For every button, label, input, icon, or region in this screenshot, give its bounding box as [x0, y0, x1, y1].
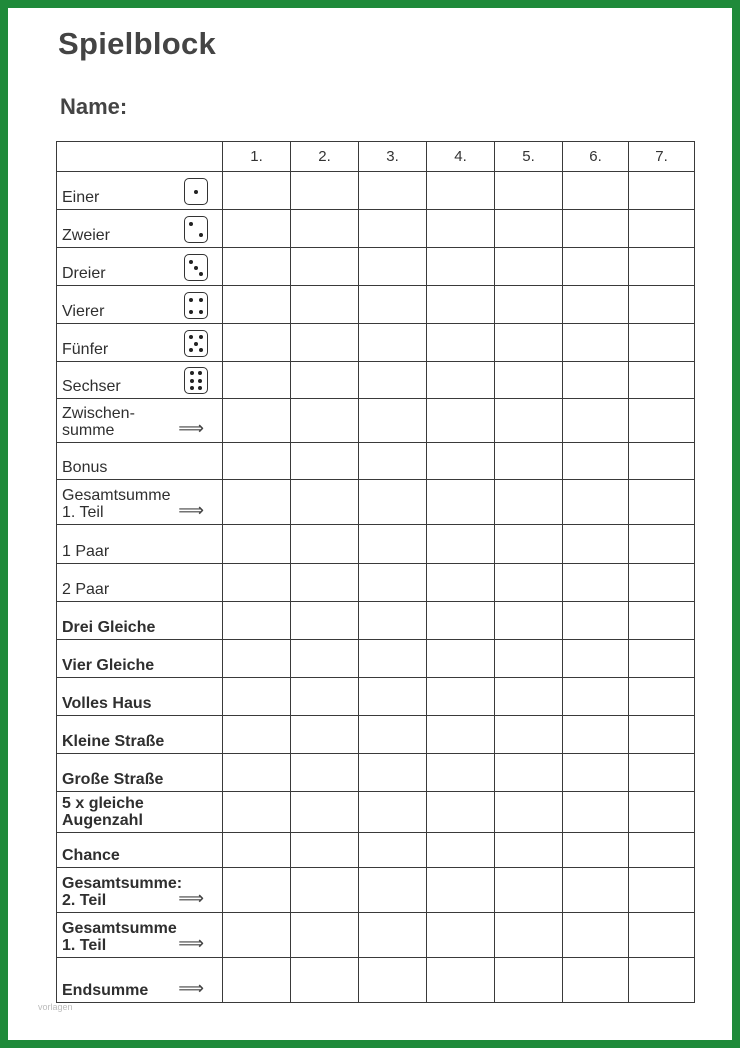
- score-cell[interactable]: [563, 868, 629, 913]
- score-cell[interactable]: [223, 754, 291, 792]
- table-row: [57, 324, 695, 362]
- score-cell[interactable]: [563, 248, 629, 286]
- score-cell[interactable]: [629, 640, 695, 678]
- right-arrow-icon: ⟹: [178, 888, 204, 908]
- score-cell[interactable]: [629, 172, 695, 210]
- row-label: Gesamtsumme 1. Teil: [62, 487, 171, 521]
- score-cell[interactable]: [359, 443, 427, 480]
- score-cell[interactable]: [427, 833, 495, 868]
- name-label: Name:: [60, 94, 128, 119]
- score-cell[interactable]: [291, 172, 359, 210]
- row-label: Endsumme: [62, 982, 149, 999]
- table-row: [57, 958, 695, 1003]
- die-pip: [199, 310, 203, 314]
- die-pip: [198, 379, 202, 383]
- row-label-cell: [57, 564, 223, 602]
- score-cell[interactable]: [427, 362, 495, 399]
- score-cell[interactable]: [359, 716, 427, 754]
- score-cell[interactable]: [629, 362, 695, 399]
- score-cell[interactable]: [563, 602, 629, 640]
- right-arrow-icon: ⟹: [178, 978, 204, 998]
- score-cell[interactable]: [427, 678, 495, 716]
- row-label-cell: [57, 362, 223, 399]
- row-label: Drei Gleiche: [62, 619, 156, 636]
- die-face-6-icon: [184, 367, 208, 394]
- score-cell[interactable]: [629, 678, 695, 716]
- row-label-cell: [57, 678, 223, 716]
- score-cell[interactable]: [495, 716, 563, 754]
- table-row: [57, 443, 695, 480]
- score-cell[interactable]: [495, 564, 563, 602]
- score-cell[interactable]: [427, 913, 495, 958]
- score-cell[interactable]: [495, 172, 563, 210]
- score-cell[interactable]: [359, 868, 427, 913]
- row-label: Große Straße: [62, 771, 164, 788]
- score-cell[interactable]: [223, 602, 291, 640]
- score-cell[interactable]: [495, 443, 563, 480]
- score-cell[interactable]: [359, 640, 427, 678]
- score-cell[interactable]: [359, 833, 427, 868]
- die-pip: [199, 298, 203, 302]
- column-header: 7.: [629, 142, 695, 172]
- row-label: Volles Haus: [62, 695, 152, 712]
- row-label: Fünfer: [62, 341, 109, 358]
- score-cell[interactable]: [291, 399, 359, 443]
- score-cell[interactable]: [563, 913, 629, 958]
- table-row: [57, 913, 695, 958]
- score-cell[interactable]: [629, 958, 695, 1003]
- column-header: 1.: [223, 142, 291, 172]
- score-cell[interactable]: [291, 362, 359, 399]
- score-cell[interactable]: [563, 324, 629, 362]
- table-row: [57, 525, 695, 564]
- die-pip: [189, 260, 193, 264]
- table-row: [57, 172, 695, 210]
- score-cell[interactable]: [563, 480, 629, 525]
- watermark: vorlagen: [38, 1002, 73, 1012]
- score-cell[interactable]: [223, 525, 291, 564]
- score-cell[interactable]: [427, 525, 495, 564]
- score-cell[interactable]: [223, 248, 291, 286]
- score-cell[interactable]: [291, 754, 359, 792]
- row-label-cell: [57, 792, 223, 833]
- die-face-1-icon: [184, 178, 208, 205]
- score-cell[interactable]: [359, 480, 427, 525]
- score-cell[interactable]: [291, 525, 359, 564]
- score-cell[interactable]: [495, 640, 563, 678]
- die-pip: [199, 272, 203, 276]
- column-header: 2.: [291, 142, 359, 172]
- die-pip: [189, 222, 193, 226]
- score-cell[interactable]: [223, 678, 291, 716]
- score-cell[interactable]: [359, 678, 427, 716]
- score-cell[interactable]: [563, 564, 629, 602]
- score-cell[interactable]: [629, 564, 695, 602]
- score-cell[interactable]: [563, 792, 629, 833]
- score-cell[interactable]: [427, 480, 495, 525]
- score-cell[interactable]: [563, 525, 629, 564]
- row-label-cell: [57, 324, 223, 362]
- table-row: [57, 640, 695, 678]
- score-cell[interactable]: [629, 443, 695, 480]
- column-header: 6.: [563, 142, 629, 172]
- score-cell[interactable]: [291, 868, 359, 913]
- score-cell[interactable]: [223, 480, 291, 525]
- score-cell[interactable]: [495, 399, 563, 443]
- table-row: [57, 362, 695, 399]
- row-label: Vierer: [62, 303, 105, 320]
- die-pip: [198, 371, 202, 375]
- score-cell[interactable]: [563, 210, 629, 248]
- score-cell[interactable]: [427, 868, 495, 913]
- row-label: Dreier: [62, 265, 106, 282]
- row-label: Sechser: [62, 378, 121, 395]
- score-cell[interactable]: [563, 172, 629, 210]
- score-cell[interactable]: [427, 443, 495, 480]
- score-cell[interactable]: [359, 792, 427, 833]
- table-row: [57, 399, 695, 443]
- table-row: [57, 868, 695, 913]
- score-cell[interactable]: [291, 640, 359, 678]
- score-cell[interactable]: [629, 716, 695, 754]
- die-pip: [189, 348, 193, 352]
- score-cell[interactable]: [427, 210, 495, 248]
- row-label: Chance: [62, 847, 120, 864]
- score-cell[interactable]: [495, 678, 563, 716]
- score-cell[interactable]: [495, 913, 563, 958]
- right-arrow-icon: ⟹: [178, 500, 204, 520]
- die-face-4-icon: [184, 292, 208, 319]
- score-cell[interactable]: [563, 754, 629, 792]
- row-label-cell: [57, 868, 223, 913]
- page-title: Spielblock: [58, 26, 217, 61]
- score-cell[interactable]: [223, 210, 291, 248]
- score-cell[interactable]: [629, 792, 695, 833]
- die-pip: [194, 190, 198, 194]
- row-label-cell: [57, 286, 223, 324]
- die-pip: [190, 379, 194, 383]
- score-cell[interactable]: [495, 868, 563, 913]
- header-row: [57, 142, 695, 172]
- score-cell[interactable]: [223, 716, 291, 754]
- table-row: [57, 678, 695, 716]
- table-row: [57, 754, 695, 792]
- score-cell[interactable]: [223, 868, 291, 913]
- score-cell[interactable]: [359, 913, 427, 958]
- score-cell[interactable]: [291, 716, 359, 754]
- score-cell[interactable]: [563, 362, 629, 399]
- row-label-cell: [57, 833, 223, 868]
- row-label-cell: [57, 248, 223, 286]
- score-cell[interactable]: [629, 833, 695, 868]
- row-label-cell: [57, 480, 223, 525]
- row-label-cell: [57, 443, 223, 480]
- score-cell[interactable]: [629, 480, 695, 525]
- row-label: Einer: [62, 189, 100, 206]
- score-cell[interactable]: [629, 399, 695, 443]
- score-cell[interactable]: [291, 833, 359, 868]
- score-cell[interactable]: [223, 833, 291, 868]
- table-row: [57, 286, 695, 324]
- right-arrow-icon: ⟹: [178, 933, 204, 953]
- score-cell[interactable]: [495, 754, 563, 792]
- row-label: 1 Paar: [62, 543, 110, 560]
- score-cell[interactable]: [427, 754, 495, 792]
- die-pip: [190, 371, 194, 375]
- score-cell[interactable]: [629, 248, 695, 286]
- score-cell[interactable]: [223, 443, 291, 480]
- die-pip: [189, 298, 193, 302]
- right-arrow-icon: ⟹: [178, 418, 204, 438]
- row-label-cell: [57, 754, 223, 792]
- table-row: [57, 564, 695, 602]
- row-label: Gesamtsumme: 2. Teil: [62, 875, 183, 909]
- row-label: Kleine Straße: [62, 733, 165, 750]
- score-cell[interactable]: [427, 564, 495, 602]
- row-label-cell: [57, 399, 223, 443]
- score-cell[interactable]: [427, 248, 495, 286]
- die-face-2-icon: [184, 216, 208, 243]
- score-cell[interactable]: [563, 399, 629, 443]
- die-face-3-icon: [184, 254, 208, 281]
- score-cell[interactable]: [291, 210, 359, 248]
- column-header: 5.: [495, 142, 563, 172]
- score-cell[interactable]: [495, 362, 563, 399]
- score-cell[interactable]: [629, 210, 695, 248]
- score-cell[interactable]: [495, 602, 563, 640]
- score-cell[interactable]: [359, 754, 427, 792]
- score-cell[interactable]: [427, 792, 495, 833]
- row-label: Zweier: [62, 227, 111, 244]
- score-cell[interactable]: [223, 640, 291, 678]
- die-pip: [189, 335, 193, 339]
- die-pip: [194, 342, 198, 346]
- row-label: Gesamtsumme 1. Teil: [62, 920, 177, 954]
- row-label-cell: [57, 913, 223, 958]
- score-cell[interactable]: [563, 286, 629, 324]
- score-cell[interactable]: [291, 678, 359, 716]
- score-cell[interactable]: [223, 958, 291, 1003]
- score-cell[interactable]: [359, 248, 427, 286]
- score-cell[interactable]: [427, 286, 495, 324]
- die-pip: [198, 386, 202, 390]
- score-cell[interactable]: [291, 480, 359, 525]
- row-label-cell: [57, 525, 223, 564]
- score-cell[interactable]: [291, 248, 359, 286]
- score-cell[interactable]: [291, 602, 359, 640]
- row-label: Vier Gleiche: [62, 657, 155, 674]
- score-cell[interactable]: [223, 324, 291, 362]
- header-blank-cell: [57, 142, 223, 172]
- score-cell[interactable]: [495, 833, 563, 868]
- table-row: [57, 210, 695, 248]
- score-table: [56, 141, 695, 1003]
- score-cell[interactable]: [223, 564, 291, 602]
- score-cell[interactable]: [629, 913, 695, 958]
- score-cell[interactable]: [291, 564, 359, 602]
- score-cell[interactable]: [291, 443, 359, 480]
- table-row: [57, 716, 695, 754]
- score-cell[interactable]: [563, 833, 629, 868]
- row-label: Bonus: [62, 459, 108, 476]
- score-cell[interactable]: [223, 362, 291, 399]
- table-row: [57, 833, 695, 868]
- row-label-cell: [57, 210, 223, 248]
- score-cell[interactable]: [291, 792, 359, 833]
- score-cell[interactable]: [427, 716, 495, 754]
- score-cell[interactable]: [427, 399, 495, 443]
- score-cell[interactable]: [563, 958, 629, 1003]
- score-cell[interactable]: [629, 868, 695, 913]
- score-cell[interactable]: [495, 248, 563, 286]
- score-cell[interactable]: [629, 525, 695, 564]
- score-cell[interactable]: [223, 399, 291, 443]
- die-pip: [194, 266, 198, 270]
- row-label-cell: [57, 602, 223, 640]
- row-label: 5 x gleiche Augenzahl: [62, 795, 144, 829]
- score-cell[interactable]: [223, 172, 291, 210]
- score-cell[interactable]: [359, 362, 427, 399]
- die-pip: [189, 310, 193, 314]
- row-label-cell: [57, 172, 223, 210]
- die-pip: [199, 233, 203, 237]
- score-cell[interactable]: [223, 913, 291, 958]
- score-cell[interactable]: [359, 324, 427, 362]
- score-cell[interactable]: [563, 716, 629, 754]
- score-cell[interactable]: [427, 602, 495, 640]
- score-cell[interactable]: [495, 286, 563, 324]
- score-cell[interactable]: [223, 286, 291, 324]
- score-cell[interactable]: [359, 399, 427, 443]
- die-face-5-icon: [184, 330, 208, 357]
- score-cell[interactable]: [291, 286, 359, 324]
- score-cell[interactable]: [427, 324, 495, 362]
- score-cell[interactable]: [495, 324, 563, 362]
- score-cell[interactable]: [495, 210, 563, 248]
- table-row: [57, 602, 695, 640]
- score-cell[interactable]: [629, 754, 695, 792]
- score-cell[interactable]: [359, 210, 427, 248]
- column-header: 3.: [359, 142, 427, 172]
- row-label-cell: [57, 640, 223, 678]
- table-row: [57, 248, 695, 286]
- row-label-cell: [57, 716, 223, 754]
- score-cell[interactable]: [427, 958, 495, 1003]
- score-cell[interactable]: [359, 525, 427, 564]
- score-cell[interactable]: [563, 678, 629, 716]
- score-cell[interactable]: [291, 913, 359, 958]
- row-label: Zwischen- summe: [62, 405, 135, 439]
- column-header: 4.: [427, 142, 495, 172]
- score-cell[interactable]: [495, 792, 563, 833]
- score-cell[interactable]: [223, 792, 291, 833]
- score-cell[interactable]: [563, 640, 629, 678]
- die-pip: [199, 335, 203, 339]
- table-row: [57, 792, 695, 833]
- score-cell[interactable]: [495, 958, 563, 1003]
- score-cell[interactable]: [359, 958, 427, 1003]
- score-cell[interactable]: [563, 443, 629, 480]
- score-cell[interactable]: [629, 286, 695, 324]
- score-cell[interactable]: [291, 958, 359, 1003]
- row-label: 2 Paar: [62, 581, 110, 598]
- row-label-cell: [57, 958, 223, 1003]
- score-cell[interactable]: [495, 525, 563, 564]
- score-cell[interactable]: [629, 602, 695, 640]
- die-pip: [190, 386, 194, 390]
- score-cell[interactable]: [359, 172, 427, 210]
- die-pip: [199, 348, 203, 352]
- score-cell[interactable]: [291, 324, 359, 362]
- score-cell[interactable]: [629, 324, 695, 362]
- score-cell[interactable]: [427, 640, 495, 678]
- score-cell[interactable]: [359, 602, 427, 640]
- score-cell[interactable]: [427, 172, 495, 210]
- score-cell[interactable]: [495, 480, 563, 525]
- score-cell[interactable]: [359, 564, 427, 602]
- score-cell[interactable]: [359, 286, 427, 324]
- table-row: [57, 480, 695, 525]
- score-sheet: [8, 8, 732, 1040]
